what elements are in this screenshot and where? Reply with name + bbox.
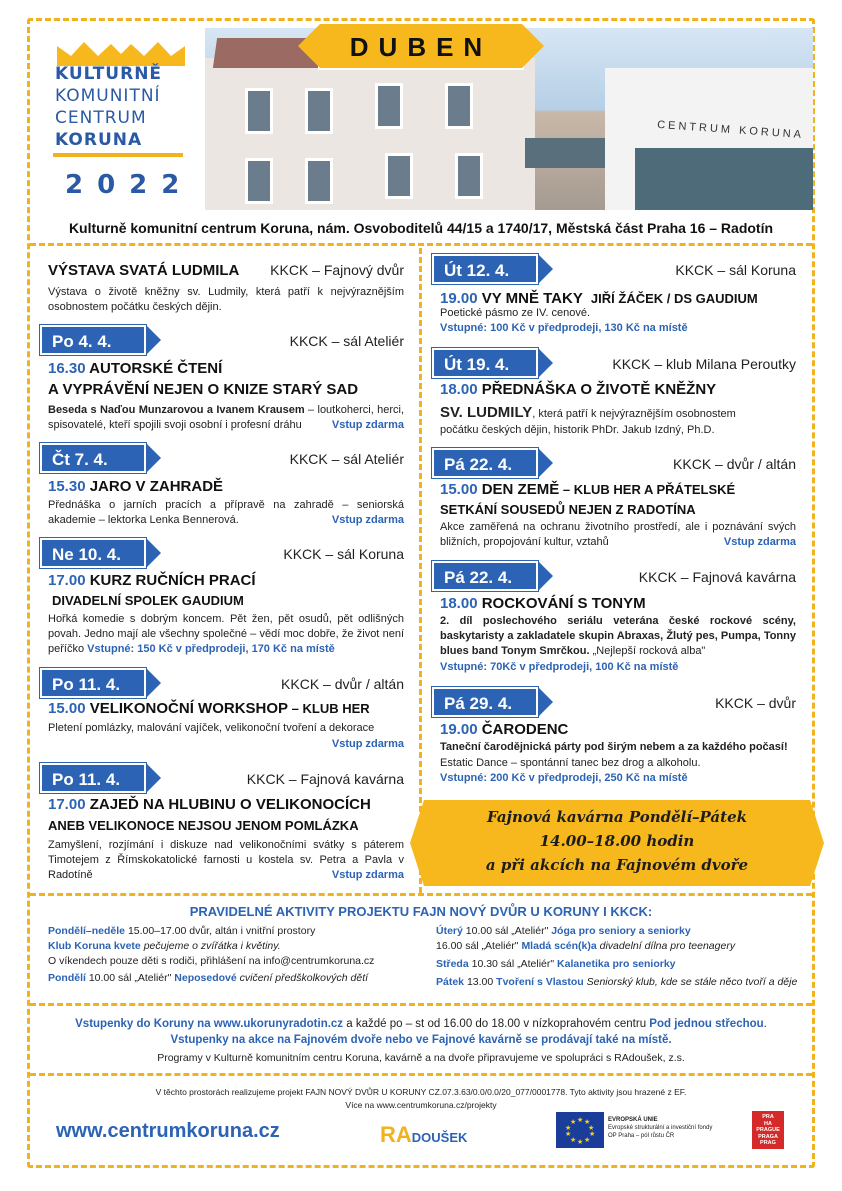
regular-item: Středa 10.30 sál „Ateliér" Kalanetika pro seniorky: [436, 958, 676, 970]
event-place: KKCK – Fajnová kavárna: [638, 569, 796, 585]
cafe-line-2: 14.00–18.00 hodin: [539, 832, 695, 850]
column-divider: [419, 248, 422, 893]
logo-line-2: KOMUNITNÍ: [55, 86, 161, 106]
event-text: Přednáška o jarních pracích a přípravě na zahradě – seniorská akademie – lektorka Lenka Bennerová.: [48, 499, 404, 526]
divider: [30, 893, 812, 896]
event-title: 18.00 ROCKOVÁNÍ S TONYM: [440, 595, 646, 612]
regular-item: Klub Koruna kvete pečujeme o zvířátka i květiny.: [48, 940, 281, 952]
event-text: 2. díl poslechového seriálu veterána české rockové scény, baskytaristy a zakladatele skupin Abraxas, Žlutý pes, Pumpa, Tonny blues band Tonym Smrčkou. „Nejlepší rocková alba": [440, 615, 796, 657]
photo-window: [245, 88, 273, 134]
photo-window: [305, 158, 333, 204]
event-place: KKCK – klub Milana Peroutky: [612, 356, 796, 372]
divider: [30, 1003, 812, 1006]
tickets-line-2: Vstupenky na akce na Fajnovém dvoře nebo ve Fajnové kavárně se prodávají také na místě.: [170, 1034, 672, 1046]
event-title: 17.00 KURZ RUČNÍCH PRACÍ: [48, 572, 256, 589]
photo-window: [245, 158, 273, 204]
regular-item: 16.00 sál „Ateliér" Mladá scén(k)a divadelní dílna pro teenagery: [436, 940, 736, 952]
event-date-tab: Čt 7. 4.: [40, 443, 146, 473]
event-text: Estatic Dance – spontánní tanec bez drog a alkoholu.: [440, 757, 701, 769]
regular-heading: PRAVIDELNÉ AKTIVITY PROJEKTU FAJN NOVÝ DVŮR U KORUNY I KKCK:: [189, 904, 653, 919]
event-text: SV. LUDMILY, která patří k nejvýraznějším osobnostem: [440, 404, 736, 421]
photo-sign: CENTRUM KORUNA: [656, 118, 805, 142]
event-text: Výstava o životě kněžny sv. Ludmily, která patří k nejvýraznějším osobnostem počátku českých dějin.: [48, 286, 404, 313]
praha-logo: PRA HA PRAGUE PRAGA PRAG: [752, 1111, 784, 1149]
photo-window: [385, 153, 413, 199]
event-subtitle: ANEB VELIKONOCE NEJSOU JENOM POMLÁZKA: [48, 818, 359, 833]
event-entry: Vstup zdarma: [331, 419, 404, 431]
event-place: KKCK – Fajnová kavárna: [246, 771, 404, 787]
month-title: DUBEN: [349, 32, 493, 62]
event-title: 16.30 AUTORSKÉ ČTENÍ: [48, 360, 223, 377]
cafe-line-3: a při akcích na Fajnovém dvoře: [485, 856, 749, 874]
logo-line-3: CENTRUM: [55, 108, 147, 128]
event-title: VÝSTAVA SVATÁ LUDMILA: [48, 262, 240, 279]
event-date-tab: Ne 10. 4.: [40, 538, 146, 568]
photo-bridge: [525, 138, 615, 168]
event-entry: Vstupné: 100 Kč v předprodeji, 130 Kč na místě: [440, 322, 688, 334]
event-place: KKCK – Fajnový dvůr: [270, 262, 404, 278]
event-text: Zamyšlení, rozjímání i diskuze nad velikonočními svátky s páterem Timotejem z Římskokatolické farnosti u kostela sv. Petra a Pavla v Radotíně: [48, 839, 404, 881]
event-place: KKCK – sál Ateliér: [289, 333, 404, 349]
logo-divider: [53, 153, 183, 157]
tickets-link[interactable]: Vstupenky do Koruny na www.ukorunyradotin.cz: [75, 1018, 344, 1030]
eu-text: EVROPSKÁ UNIE Evropské strukturální a investiční fondy OP Praha – pól růstu ČR: [608, 1117, 713, 1139]
month-banner: [318, 22, 524, 70]
event-text: počátku českých dějin, historik PhDr. Jakub Izdný, Ph.D.: [440, 424, 715, 436]
event-place: KKCK – dvůr / altán: [673, 456, 796, 472]
event-place: KKCK – dvůr: [715, 695, 796, 711]
photo-window: [375, 83, 403, 129]
event-title: 18.00 PŘEDNÁŠKA O ŽIVOTĚ KNĚŽNY: [440, 381, 717, 398]
event-date-tab: Po 11. 4.: [40, 763, 146, 793]
tickets-info: [30, 1016, 812, 1048]
photo-window: [445, 83, 473, 129]
event-text: Hořká komedie s dobrým koncem. Pět žen, pět osudů, pět odlišných povah. Jedno mají ale všechny společné – vědí moc dobře, že život není peříčko Vstupné: 150 Kč v předprodeji, 170 Kč na místě: [48, 613, 404, 655]
event-title: 19.00 ČARODENC: [440, 721, 569, 738]
logo: [45, 40, 195, 210]
event-entry: Vstup zdarma: [331, 738, 404, 750]
project-line-2: Více na www.centrumkoruna.cz/projekty: [345, 1100, 497, 1110]
website-link[interactable]: www.centrumkoruna.cz: [56, 1120, 280, 1142]
event-date-tab: Po 11. 4.: [40, 668, 146, 698]
photo-window: [455, 153, 483, 199]
regular-item: Pondělí 10.00 sál „Ateliér" Neposedové cvičení předškolkových dětí: [48, 972, 369, 984]
address: Kulturně komunitní centrum Koruna, nám. Osvoboditelů 44/15 a 1740/17, Městská část Praha 16 – Radotín: [68, 220, 774, 236]
event-text: Akce zaměřená na ochranu životního prostředí, ale i poznávání svých bližních, propojování kultur, vztahů: [440, 521, 796, 548]
event-entry: Vstup zdarma: [331, 869, 404, 881]
regular-left: [48, 924, 418, 986]
logo-line-1: KULTURNĚ: [55, 64, 163, 84]
event-title: 17.00 ZAJEĎ NA HLUBINU O VELIKONOCÍCH: [48, 796, 371, 813]
cafe-line-1: Fajnová kavárna Pondělí–Pátek: [486, 808, 748, 826]
event-date-tab: Po 4. 4.: [40, 325, 146, 355]
event-entry: Vstupné: 70Kč v předprodeji, 100 Kč na místě: [440, 661, 679, 673]
event-text: Pletení pomlázky, malování vajíček, velikonoční tvoření a dekorace: [48, 722, 375, 734]
event-subtitle: A VYPRÁVĚNÍ NEJEN O KNIZE STARÝ SAD: [48, 381, 359, 398]
event-text: Beseda s Naďou Munzarovou a Ivanem Krausem – loutkoherci, herci, spisovatelé, kteří spojili svoji osobní i profesní dráhu: [48, 404, 405, 431]
photo-window: [305, 88, 333, 134]
cafe-banner: [424, 800, 810, 886]
partner-logo: RADOUŠEK: [380, 1122, 468, 1147]
program-note: Programy v Kulturně komunitním centru Koruna, kavárně a na dvoře připravujeme ve spolupráci s RAdoušek, z.s.: [157, 1052, 685, 1064]
event-title: 15.00 DEN ZEMĚ – KLUB HER A PŘÁTELSKÉ: [440, 481, 736, 498]
eu-flag-icon: ★ ★ ★ ★ ★ ★ ★ ★ ★ ★: [556, 1112, 604, 1148]
event-entry: Vstupné: 200 Kč v předprodeji, 250 Kč na místě: [440, 772, 688, 784]
crown-icon: [57, 40, 185, 66]
event-date-tab: Út 12. 4.: [432, 254, 538, 284]
divider: [30, 243, 812, 246]
regular-item: O víkendech pouze děti s rodiči, přihlášení na info@centrumkoruna.cz: [48, 955, 375, 967]
event-place: KKCK – sál Koruna: [675, 262, 796, 278]
event-date-tab: Pá 29. 4.: [432, 687, 538, 717]
project-line-1: V těchto prostorách realizujeme projekt FAJN NOVÝ DVŮR U KORUNY CZ.07.3.63/0.0/0.0/20_077/0001778. Tyto aktivity jsou hrazené z EF.: [155, 1087, 687, 1097]
logo-year: 2022: [65, 170, 194, 200]
event-entry: Vstup zdarma: [723, 536, 796, 548]
regular-item: Pátek 13.00 Tvoření s Vlastou Seniorský klub, kde se stále něco tvoří a děje: [436, 976, 798, 988]
divider: [30, 1073, 812, 1076]
event-title: 15.00 VELIKONOČNÍ WORKSHOP – KLUB HER: [48, 700, 370, 717]
event-subtitle: DIVADELNÍ SPOLEK GAUDIUM: [52, 593, 244, 608]
event-date-tab: Út 19. 4.: [432, 348, 538, 378]
event-text: Taneční čarodějnická párty pod širým nebem a za každého počasí!: [440, 741, 788, 753]
event-place: KKCK – sál Koruna: [283, 546, 404, 562]
logo-line-4: KORUNA: [55, 130, 143, 150]
event-date-tab: Pá 22. 4.: [432, 448, 538, 478]
project-note: [30, 1086, 812, 1112]
tickets-line-1: Vstupenky do Koruny na www.ukorunyradotin.cz a každé po – st od 16.00 do 18.00 v nízkoprahovém centru Pod jednou střechou.: [75, 1018, 767, 1030]
event-place: KKCK – dvůr / altán: [281, 676, 404, 692]
event-title: 15.30 JARO V ZAHRADĚ: [48, 478, 224, 495]
photo-glass-facade: [635, 148, 813, 210]
regular-item: Pondělí–neděle 15.00–17.00 dvůr, altán i vnitřní prostory: [48, 925, 316, 937]
event-date-tab: Pá 22. 4.: [432, 561, 538, 591]
event-subtitle: SETKÁNÍ SOUSEDŮ NEJEN Z RADOTÍNA: [440, 502, 696, 517]
event-entry: Vstup zdarma: [331, 514, 404, 526]
regular-right: [436, 924, 806, 990]
regular-item: Úterý 10.00 sál „Ateliér" Jóga pro seniory a seniorky: [436, 925, 691, 937]
event-title: 19.00 VY MNĚ TAKY JIŘÍ ŽÁČEK / DS GAUDIUM: [440, 290, 758, 307]
event-text: Poetické pásmo ze IV. cenové.: [440, 307, 591, 319]
event-place: KKCK – sál Ateliér: [289, 451, 404, 467]
